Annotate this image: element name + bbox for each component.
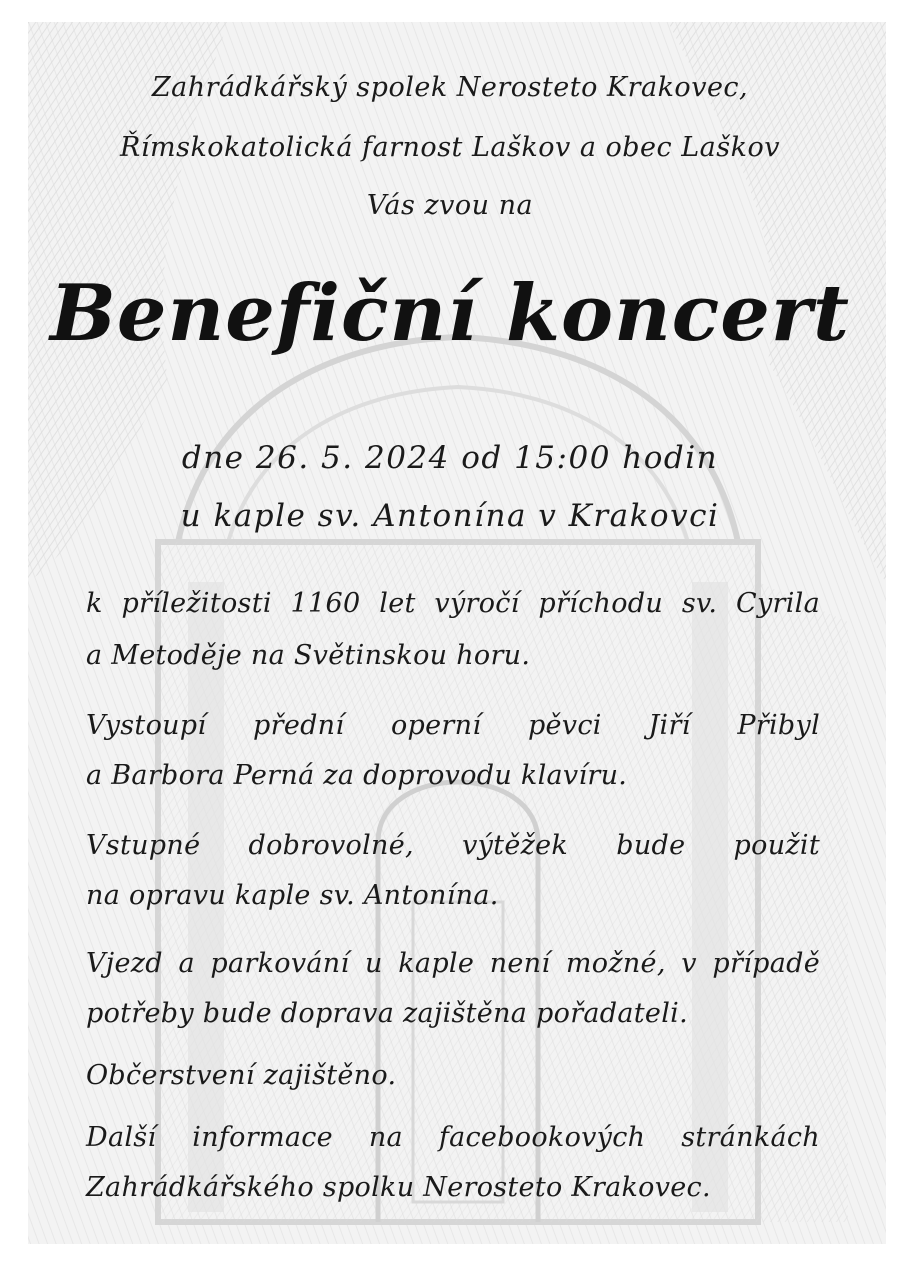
- event-date-time: dne 26. 5. 2024 od 15:00 hodin: [181, 440, 719, 476]
- invitation-line: Vás zvou na: [366, 190, 534, 221]
- organizer-line-2: Římskokatolická farnost Laškov a obec Laškov: [120, 132, 780, 163]
- performers-line-1: Vystoupí přední operní pěvci Jiří Přibyl: [86, 710, 820, 741]
- admission-line-2: na opravu kaple sv. Antonína.: [86, 880, 499, 911]
- parking-line-2: potřeby bude doprava zajištěna pořadateli.: [86, 998, 688, 1029]
- performers-line-2: a Barbora Perná za doprovodu klavíru.: [86, 760, 628, 791]
- event-location: u kaple sv. Antonína v Krakovci: [180, 498, 720, 534]
- organizer-line-1: Zahrádkářský spolek Nerosteto Krakovec,: [151, 72, 749, 103]
- more-info-line-1: Další informace na facebookových stránkách: [86, 1122, 820, 1153]
- occasion-line-1: k příležitosti 1160 let výročí příchodu sv. Cyrila: [86, 588, 820, 619]
- occasion-line-2: a Metoděje na Světinskou horu.: [86, 640, 531, 671]
- poster-title: Benefiční koncert: [49, 268, 851, 359]
- admission-line-1: Vstupné dobrovolné, výtěžek bude použit: [86, 830, 820, 861]
- refreshments-line: Občerstvení zajištěno.: [86, 1060, 397, 1091]
- parking-line-1: Vjezd a parkování u kaple není možné, v případě: [86, 948, 820, 979]
- more-info-line-2: Zahrádkářského spolku Nerosteto Krakovec.: [86, 1172, 711, 1203]
